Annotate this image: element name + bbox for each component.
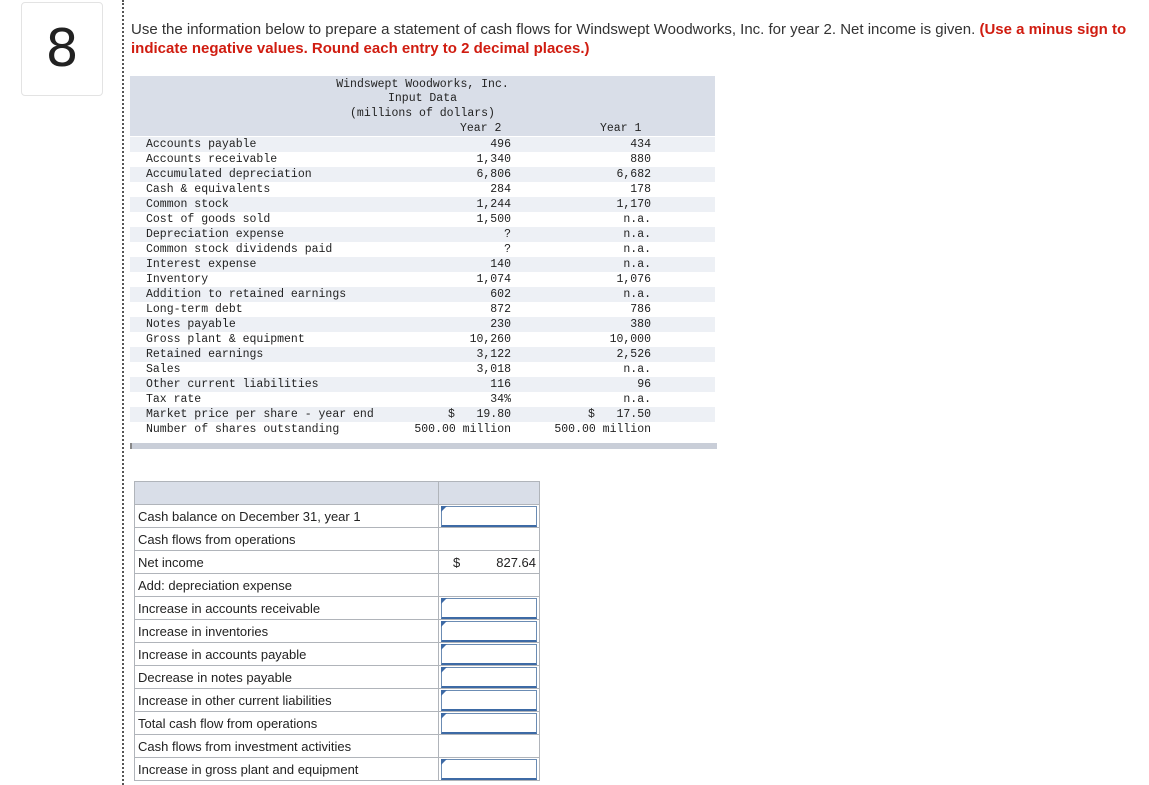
cash-flow-row xyxy=(135,712,540,735)
data-row xyxy=(130,242,715,257)
data-row-label: Cost of goods sold xyxy=(146,213,271,226)
year2-value: 284 xyxy=(490,183,511,196)
year1-value: 434 xyxy=(630,138,651,151)
answer-input[interactable] xyxy=(441,690,537,711)
year2-value: ? xyxy=(504,243,511,256)
answer-input[interactable] xyxy=(441,506,537,527)
year2-dollar-sign: $ xyxy=(448,408,455,421)
year2-value: 500.00 million xyxy=(414,423,511,436)
data-row xyxy=(130,377,715,392)
cash-flow-row xyxy=(135,620,540,643)
input-marker-icon xyxy=(441,621,447,627)
cash-flow-row xyxy=(135,505,540,528)
year1-value: n.a. xyxy=(623,213,651,226)
data-row-label: Notes payable xyxy=(146,318,236,331)
cash-flow-label: Net income xyxy=(135,551,439,574)
data-row xyxy=(130,167,715,182)
year2-value: 1,340 xyxy=(476,153,511,166)
data-row-label: Long-term debt xyxy=(146,303,243,316)
cash-flow-label: Cash flows from investment activities xyxy=(135,735,439,758)
cash-flow-row xyxy=(135,574,540,597)
data-row xyxy=(130,257,715,272)
year2-value: 3,018 xyxy=(476,363,511,376)
company-title: Windswept Woodworks, Inc. xyxy=(336,78,509,91)
data-row-label: Other current liabilities xyxy=(146,378,319,391)
answer-input[interactable] xyxy=(441,621,537,642)
answer-input[interactable] xyxy=(441,667,537,688)
data-row-label: Interest expense xyxy=(146,258,257,271)
year1-value: 1,170 xyxy=(616,198,651,211)
data-row-label: Sales xyxy=(146,363,181,376)
year2-value: 1,500 xyxy=(476,213,511,226)
cash-flow-label: Decrease in notes payable xyxy=(135,666,439,689)
data-row xyxy=(130,407,715,422)
year1-value: n.a. xyxy=(623,288,651,301)
year1-value: 2,526 xyxy=(616,348,651,361)
cash-flow-label: Cash balance on December 31, year 1 xyxy=(135,505,439,528)
year2-value: 6,806 xyxy=(476,168,511,181)
data-row xyxy=(130,227,715,242)
table-subtitle: Input Data xyxy=(387,92,457,105)
data-row-label: Number of shares outstanding xyxy=(146,423,340,436)
data-row xyxy=(130,287,715,302)
net-income-value: 827.64 xyxy=(496,555,536,570)
year1-value: 178 xyxy=(630,183,651,196)
year1-value: n.a. xyxy=(623,243,651,256)
year1-value: 880 xyxy=(630,153,651,166)
data-row xyxy=(130,332,715,347)
cash-flow-row xyxy=(135,758,540,781)
prompt-instruction: (Use a minus sign to indicate negative values. Round each entry to 2 decimal places.) xyxy=(131,21,1127,57)
year1-value: n.a. xyxy=(623,258,651,271)
input-marker-icon xyxy=(441,713,447,719)
year1-value: 17.50 xyxy=(616,408,651,421)
input-marker-icon xyxy=(441,506,447,512)
dotted-divider xyxy=(122,0,124,785)
year2-value: ? xyxy=(504,228,511,241)
year1-value: n.a. xyxy=(623,393,651,406)
year1-value: 786 xyxy=(630,303,651,316)
data-row-label: Addition to retained earnings xyxy=(146,288,347,301)
year2-value: 34% xyxy=(490,393,511,406)
cash-flow-label: Increase in inventories xyxy=(135,620,439,643)
data-row xyxy=(130,212,715,227)
year2-value: 602 xyxy=(490,288,511,301)
data-row xyxy=(130,347,715,362)
cash-flow-row xyxy=(135,689,540,712)
answer-input[interactable] xyxy=(441,713,537,734)
year2-value: 872 xyxy=(490,303,511,316)
question-prompt xyxy=(131,20,1131,58)
data-row-label: Cash & equivalents xyxy=(146,183,271,196)
input-marker-icon xyxy=(441,667,447,673)
year2-value: 3,122 xyxy=(476,348,511,361)
year2-value: 19.80 xyxy=(476,408,511,421)
cash-flow-row xyxy=(135,551,540,574)
data-row-label: Common stock xyxy=(146,198,229,211)
data-table-footer xyxy=(130,443,717,449)
year2-value: 496 xyxy=(490,138,511,151)
cash-flow-label: Cash flows from operations xyxy=(135,528,439,551)
cash-flow-row xyxy=(135,735,540,758)
cash-flow-row xyxy=(135,597,540,620)
year1-value: 1,076 xyxy=(616,273,651,286)
data-row xyxy=(130,362,715,377)
year1-value: 380 xyxy=(630,318,651,331)
data-row-label: Market price per share - year end xyxy=(146,408,374,421)
cash-flow-label: Increase in accounts receivable xyxy=(135,597,439,620)
answer-input[interactable] xyxy=(441,598,537,619)
year2-value: 10,260 xyxy=(469,333,511,346)
year1-value: 10,000 xyxy=(609,333,651,346)
input-marker-icon xyxy=(441,644,447,650)
year1-value: 6,682 xyxy=(616,168,651,181)
year1-header: Year 1 xyxy=(600,122,642,135)
data-row-label: Common stock dividends paid xyxy=(146,243,333,256)
answer-input[interactable] xyxy=(441,644,537,665)
year1-value: n.a. xyxy=(623,228,651,241)
cash-flow-label: Increase in other current liabilities xyxy=(135,689,439,712)
answer-input[interactable] xyxy=(441,759,537,780)
data-row xyxy=(130,317,715,332)
data-row-label: Inventory xyxy=(146,273,209,286)
data-row xyxy=(130,182,715,197)
data-row-label: Depreciation expense xyxy=(146,228,285,241)
cash-flow-label: Add: depreciation expense xyxy=(135,574,439,597)
year2-value: 140 xyxy=(490,258,511,271)
input-marker-icon xyxy=(441,598,447,604)
data-row xyxy=(130,197,715,212)
dollar-sign: $ xyxy=(453,555,461,570)
year2-value: 1,244 xyxy=(476,198,511,211)
input-marker-icon xyxy=(441,690,447,696)
data-row-label: Accounts payable xyxy=(146,138,257,151)
year2-value: 230 xyxy=(490,318,511,331)
cash-flow-row xyxy=(135,528,540,551)
cash-flow-header-row xyxy=(135,482,540,505)
cash-flow-label: Increase in accounts payable xyxy=(135,643,439,666)
cash-flow-statement xyxy=(134,481,540,781)
data-row xyxy=(130,152,715,167)
year1-value: 96 xyxy=(637,378,651,391)
year1-value: 500.00 million xyxy=(554,423,651,436)
year2-header: Year 2 xyxy=(460,122,502,135)
data-row xyxy=(130,302,715,317)
prompt-text: Use the information below to prepare a statement of cash flows for Windswept Woodworks, Inc. for year 2. Net income is given. xyxy=(131,21,976,38)
cash-flow-label: Total cash flow from operations xyxy=(135,712,439,735)
year2-value: 1,074 xyxy=(476,273,511,286)
input-marker-icon xyxy=(441,759,447,765)
data-row-label: Accounts receivable xyxy=(146,153,278,166)
cash-flow-row xyxy=(135,666,540,689)
data-row-label: Gross plant & equipment xyxy=(146,333,305,346)
year2-value: 116 xyxy=(490,378,511,391)
year1-dollar-sign: $ xyxy=(588,408,595,421)
question-number: 8 xyxy=(21,2,103,96)
cash-flow-row xyxy=(135,643,540,666)
input-data-table xyxy=(130,76,715,448)
data-row xyxy=(130,392,715,407)
year1-value: n.a. xyxy=(623,363,651,376)
data-row xyxy=(130,422,715,437)
cash-flow-label: Increase in gross plant and equipment xyxy=(135,758,439,781)
data-row-label: Retained earnings xyxy=(146,348,264,361)
data-row xyxy=(130,272,715,287)
data-row-label: Accumulated depreciation xyxy=(146,168,312,181)
units-label: (millions of dollars) xyxy=(350,107,495,120)
data-row-label: Tax rate xyxy=(146,393,202,406)
data-row xyxy=(130,137,715,152)
